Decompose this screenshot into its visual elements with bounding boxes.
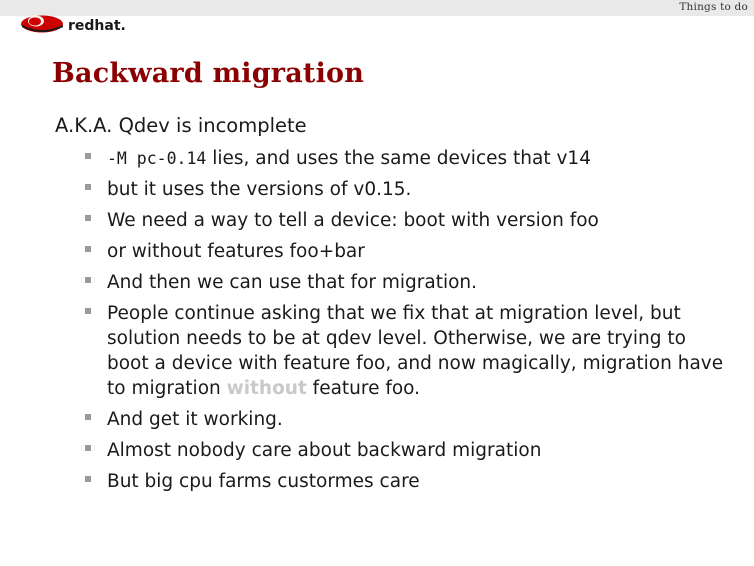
bullet-text: Almost nobody care about backward migration	[107, 440, 542, 462]
bullet-marker-icon	[85, 414, 91, 420]
bullet-text: But big cpu farms custormes care	[107, 471, 420, 493]
presentation-section-label: Things to do	[679, 1, 748, 13]
redhat-logo-icon	[20, 14, 140, 38]
slide-body	[55, 114, 725, 501]
bullet-marker-icon	[85, 215, 91, 221]
bullet-text: but it uses the versions of v0.15.	[107, 179, 412, 201]
bullet-item	[85, 240, 725, 265]
bullet-text: -M pc-0.14	[107, 149, 207, 169]
slide-title: Backward migration	[52, 58, 365, 89]
bullet-item	[85, 408, 725, 433]
bullet-item	[85, 439, 725, 464]
bullet-text: or without features foo+bar	[107, 241, 365, 263]
bullet-text: feature foo.	[306, 378, 421, 400]
bullet-marker-icon	[85, 277, 91, 283]
bullet-text: People continue asking that we fix that at migration level, but solution needs to be at qdev level. Otherwise, we are trying to boot a device with feature foo, and now magically, migration have to migration	[107, 303, 724, 400]
bullet-item	[85, 209, 725, 234]
svg-text:redhat.: redhat.	[68, 18, 126, 34]
slide-lead-text: A.K.A. Qdev is incomplete	[55, 114, 307, 137]
bullet-item	[85, 302, 725, 402]
bullet-marker-icon	[85, 153, 91, 159]
bullet-text: We need a way to tell a device: boot with version foo	[107, 210, 599, 232]
bullet-item	[85, 178, 725, 203]
bullet-text: And then we can use that for migration.	[107, 272, 478, 294]
bullet-text: lies, and uses the same devices that v14	[206, 148, 591, 170]
bullet-marker-icon	[85, 445, 91, 451]
bullet-marker-icon	[85, 476, 91, 482]
bullet-list	[55, 147, 725, 495]
bullet-item	[85, 147, 725, 172]
bullet-marker-icon	[85, 246, 91, 252]
bullet-text: And get it working.	[107, 409, 283, 431]
bullet-item	[85, 470, 725, 495]
bullet-marker-icon	[85, 308, 91, 314]
bullet-text: without	[226, 378, 307, 400]
redhat-logo	[20, 14, 140, 38]
bullet-marker-icon	[85, 184, 91, 190]
bullet-item	[85, 271, 725, 296]
